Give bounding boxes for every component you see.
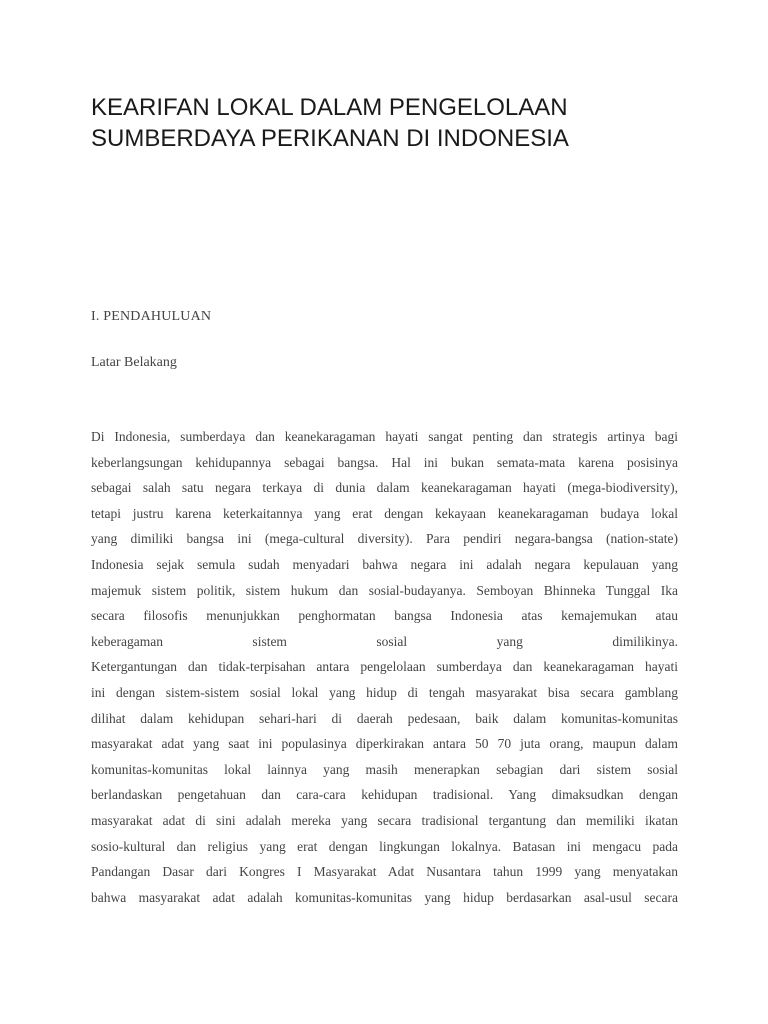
paragraph-line: Ketergantungan dan tidak-terpisahan antara pengelolaan sumberdaya dan keanekaragaman hayati — [91, 659, 678, 675]
paragraph-line: ini dengan sistem-sistem sosial lokal yang hidup di tengah masyarakat bisa secara gamblang — [91, 684, 678, 700]
paragraph-line: berlandaskan pengetahuan dan cara-cara kehidupan tradisional. Yang dimaksudkan dengan — [91, 787, 678, 803]
paragraph-line: keberagaman sistem sosial yang dimilikinya. — [91, 633, 678, 649]
title-line: SUMBERDAYA PERIKANAN DI INDONESIA — [91, 125, 569, 152]
paragraph-line: tetapi justru karena keterkaitannya yang erat dengan kekayaan keanekaragaman budaya lokal — [91, 505, 678, 521]
paragraph-line: yang dimiliki bangsa ini (mega-cultural diversity). Para pendiri negara-bangsa (nation-state) — [91, 531, 678, 547]
paragraph-line: bahwa masyarakat adat adalah komunitas-komunitas yang hidup berdasarkan asal-usul secara — [91, 889, 678, 905]
paragraph-line: sebagai salah satu negara terkaya di dunia dalam keanekaragaman hayati (mega-biodiversity), — [91, 480, 678, 496]
subheading: Latar Belakang — [91, 355, 177, 370]
paragraph-line: masyarakat adat di sini adalah mereka yang secara tradisional tergantung dan memiliki ikatan — [91, 812, 678, 828]
section-heading: I. PENDAHULUAN — [91, 309, 212, 324]
paragraph-line: majemuk sistem politik, sistem hukum dan sosial-budayanya. Semboyan Bhinneka Tunggal Ika — [91, 582, 678, 598]
paragraph-line: dilihat dalam kehidupan sehari-hari di daerah pedesaan, baik dalam komunitas-komunitas — [91, 710, 678, 726]
paragraph-line: Indonesia sejak semula sudah menyadari bahwa negara ini adalah negara kepulauan yang — [91, 556, 678, 572]
document-title — [91, 92, 691, 154]
title-line: KEARIFAN LOKAL DALAM PENGELOLAAN — [91, 94, 568, 121]
paragraph-line: komunitas-komunitas lokal lainnya yang masih menerapkan sebagian dari sistem sosial — [91, 761, 678, 777]
paragraph-line: Di Indonesia, sumberdaya dan keanekaragaman hayati sangat penting dan strategis artinya bagi — [91, 429, 678, 444]
paragraph-line: secara filosofis menunjukkan penghormatan bangsa Indonesia atas kemajemukan atau — [91, 608, 678, 624]
paragraph-line: keberlangsungan kehidupannya sebagai bangsa. Hal ini bukan semata-mata karena posisinya — [91, 454, 678, 470]
body-paragraph — [91, 424, 678, 910]
paragraph-line: Pandangan Dasar dari Kongres I Masyarakat Adat Nusantara tahun 1999 yang menyatakan — [91, 864, 678, 880]
paragraph-line: sosio-kultural dan religius yang erat dengan lingkungan lokalnya. Batasan ini mengacu pada — [91, 838, 678, 854]
paragraph-line: masyarakat adat yang saat ini populasinya diperkirakan antara 50 70 juta orang, maupun dalam — [91, 736, 678, 752]
